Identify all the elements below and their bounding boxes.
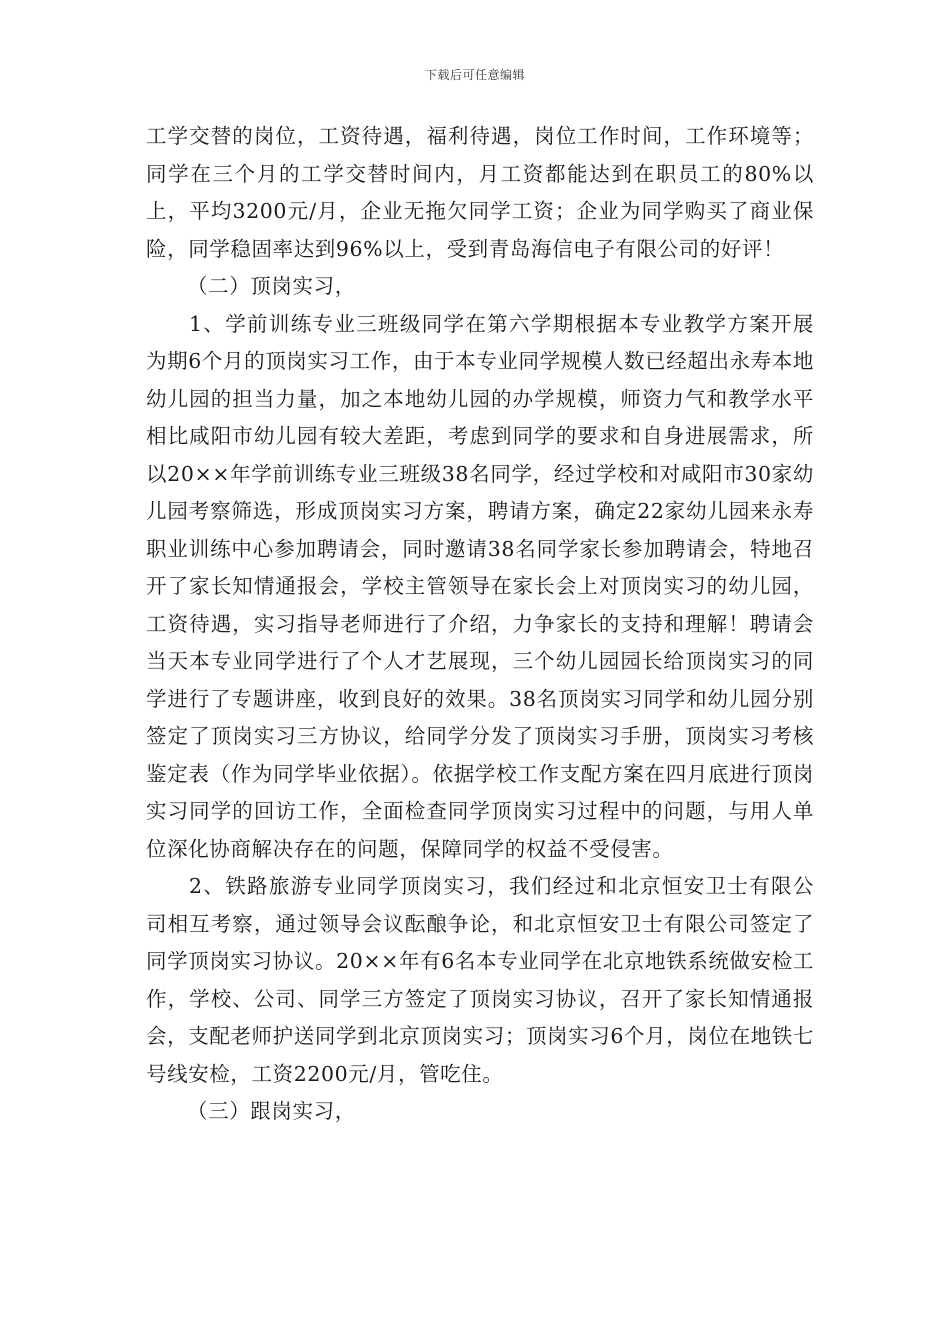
page-header: 下载后可任意编辑 xyxy=(424,68,525,82)
section-heading-2: （二）顶岗实习， xyxy=(187,274,356,298)
paragraph-item-2: 2、铁路旅游专业同学顶岗实习，我们经过和北京恒安卫士有限公司相互考察，通过领导会议酝酿争论，和北京恒安卫士有限公司签定了同学顶岗实习协议。20××年有6名本专业同学在北京地铁系统做安检工作，学校、公司、同学三方签定了顶岗实习协议，召开了家长知情通报会，支配老师护送同学到北京顶岗实习；顶岗实习6个月，岗位在地铁七号线安检，工资2200元/月，管吃住。 xyxy=(146,874,814,1086)
document-body xyxy=(146,118,814,1131)
paragraph-continuation: 工学交替的岗位，工资待遇，福利待遇，岗位工作时间，工作环境等；同学在三个月的工学交替时间内，月工资都能达到在职员工的80%以上，平均3200元/月，企业无拖欠同学工资；企业为同学购买了商业保险，同学稳固率达到96%以上，受到青岛海信电子有限公司的好评！ xyxy=(146,124,814,261)
section-heading-3: （三）跟岗实习， xyxy=(187,1099,356,1123)
paragraph-item-1: 1、学前训练专业三班级同学在第六学期根据本专业教学方案开展为期6个月的顶岗实习工作，由于本专业同学规模人数已经超出永寿本地幼儿园的担当力量，加之本地幼儿园的办学规模，师资力气和教学水平相比咸阳市幼儿园有较大差距，考虑到同学的要求和自身进展需求，所以20××年学前训练专业三班级38名同学，经过学校和对咸阳市30家幼儿园考察筛选，形成顶岗实习方案，聘请方案，确定22家幼儿园来永寿职业训练中心参加聘请会，同时邀请38名同学家长参加聘请会，特地召开了家长知情通报会，学校主管领导在家长会上对顶岗实习的幼儿园，工资待遇，实习指导老师进行了介绍，力争家长的支持和理解！聘请会当天本专业同学进行了个人才艺展现，三个幼儿园园长给顶岗实习的同学进行了专题讲座，收到良好的效果。38名顶岗实习同学和幼儿园分别签定了顶岗实习三方协议，给同学分发了顶岗实习手册，顶岗实习考核鉴定表（作为同学毕业依据）。依据学校工作支配方案在四月底进行顶岗实习同学的回访工作，全面检查同学顶岗实习过程中的问题，与用人单位深化协商解决存在的问题，保障同学的权益不受侵害。 xyxy=(146,311,814,861)
